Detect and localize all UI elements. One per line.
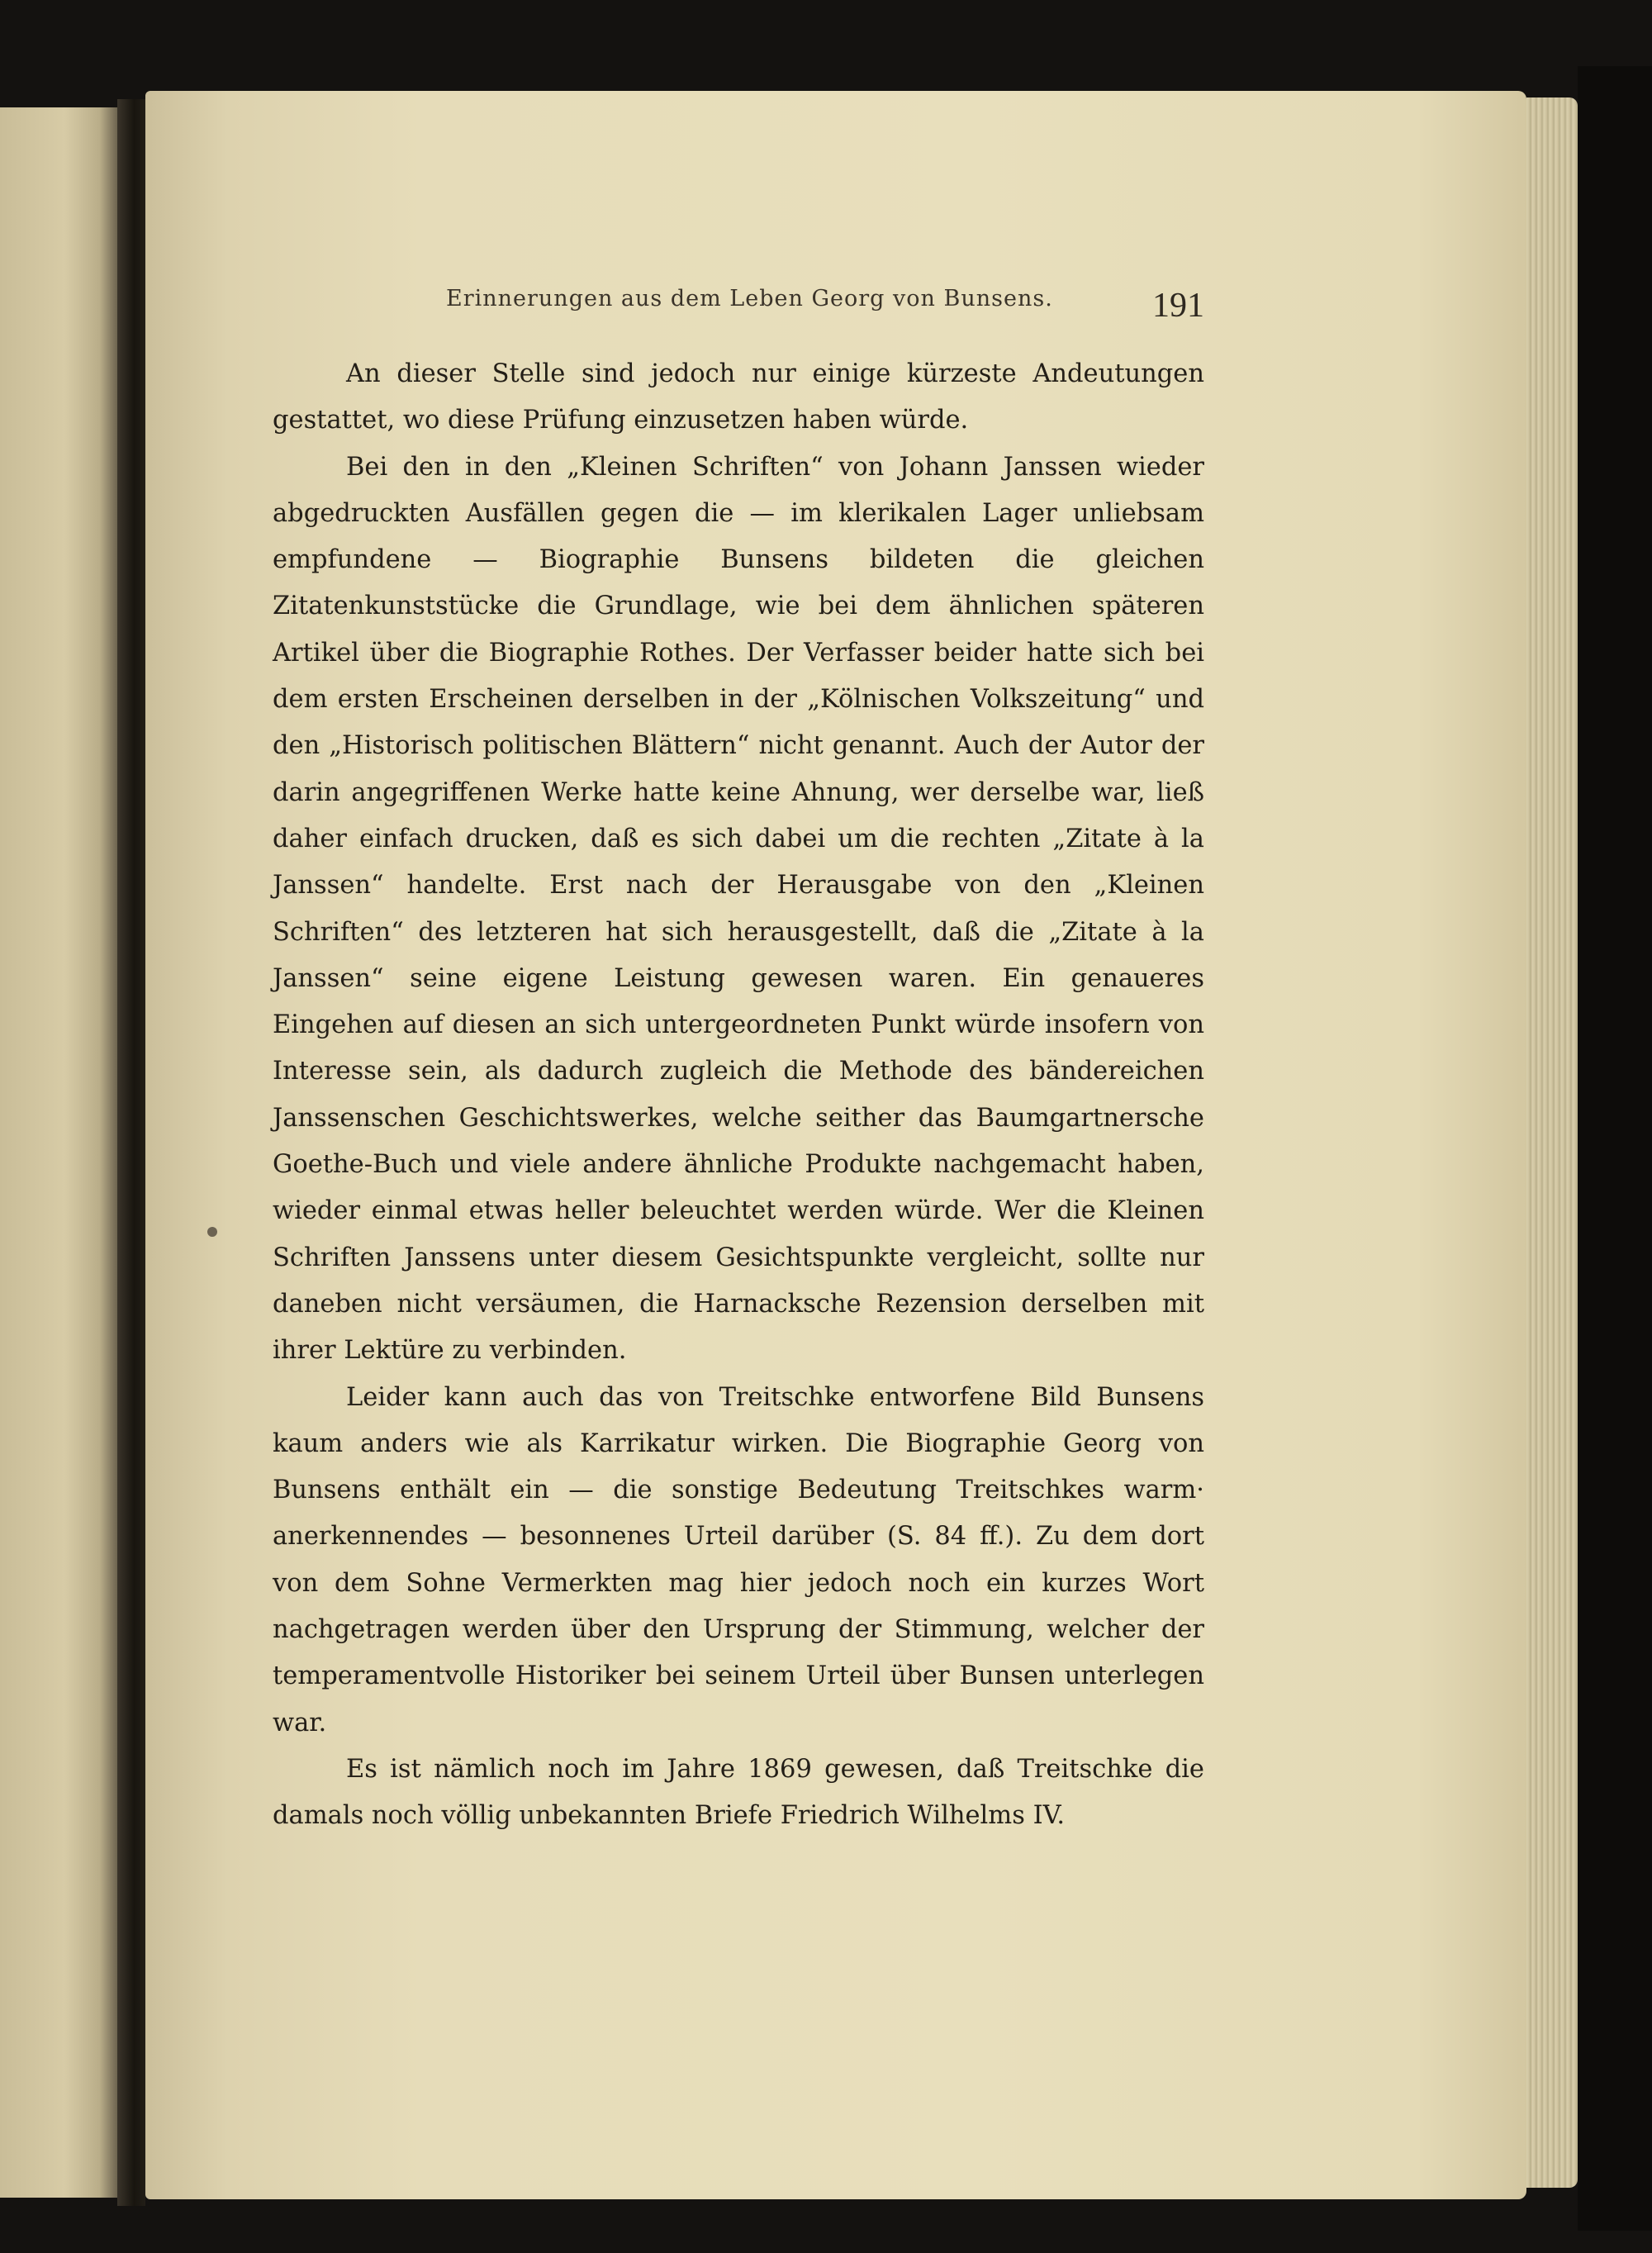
paragraph: Leider kann auch das von Treitschke entworfene Bild Bunsens kaum anders wie als Karrikatur wirken. Die Biographie Georg von Bunsens enthält ein — die sonstige Bedeutung Treitschkes warm· anerkennendes — besonnenes Urteil darüber (S. 84 ff.). Zu dem dort von dem Sohne Vermerkten mag hier jedoch noch ein kurzes Wort nachgetragen werden über den Ursprung der Stimmung, welcher der temperamentvolle Historiker bei seinem Urteil über Bunsen unterlegen war. xyxy=(273,1382,1204,1737)
running-head: Erinnerungen aus dem Leben Georg von Bunsens. xyxy=(446,286,1053,311)
book-cover-edge xyxy=(1578,66,1652,2231)
paragraph: Es ist nämlich noch im Jahre 1869 gewesen, daß Treitschke die damals noch völlig unbekannten Briefe Friedrich Wilhelms IV. xyxy=(273,1754,1204,1831)
paragraph: Bei den in den „Kleinen Schriften“ von Johann Janssen wieder abgedruckten Ausfällen gegen die — im klerikalen Lager unliebsam empfundene — Biographie Bunsens bildeten die gleichen Zitatenkunststücke die Grundlage, wie bei dem ähnlichen späteren Artikel über die Biographie Rothes. Der Verfasser beider hatte sich bei dem ersten Erscheinen derselben in der „Kölnischen Volkszeitung“ und den „Historisch politischen Blättern“ nicht genannt. Auch der Autor der darin angegriffenen Werke hatte keine Ahnung, wer derselbe war, ließ daher einfach drucken, daß es sich dabei um die rechten „Zitate à la Janssen“ handelte. Erst nach der Herausgabe von den „Kleinen Schriften“ des letzteren hat sich herausgestellt, daß die „Zitate à la Janssen“ seine eigene Leistung gewesen waren. Ein genaueres Eingehen auf diesen an sich untergeordneten Punkt würde insofern von Interesse sein, als dadurch zugleich die Methode des bändereichen Janssenschen Geschichtswerkes, welche seither das Baumgartnersche Goethe-Buch und viele andere ähnliche Produkte nachgemacht haben, wieder einmal etwas heller beleuchtet werden würde. Wer die Kleinen Schriften Janssens unter diesem Gesichtspunkte vergleicht, sollte nur daneben nicht versäumen, die Harnacksche Rezension derselben mit ihrer Lektüre zu verbinden. xyxy=(273,452,1204,1366)
body-text xyxy=(273,351,1204,1840)
paper-speck xyxy=(207,1227,217,1237)
page-number: 191 xyxy=(1152,287,1204,325)
book-gutter xyxy=(117,99,145,2206)
page-stack-edge xyxy=(1526,97,1578,2188)
paragraph: An dieser Stelle sind jedoch nur einige kürzeste Andeutungen gestattet, wo diese Prüfung einzusetzen haben würde. xyxy=(273,359,1204,435)
left-page-edge xyxy=(0,107,117,2198)
